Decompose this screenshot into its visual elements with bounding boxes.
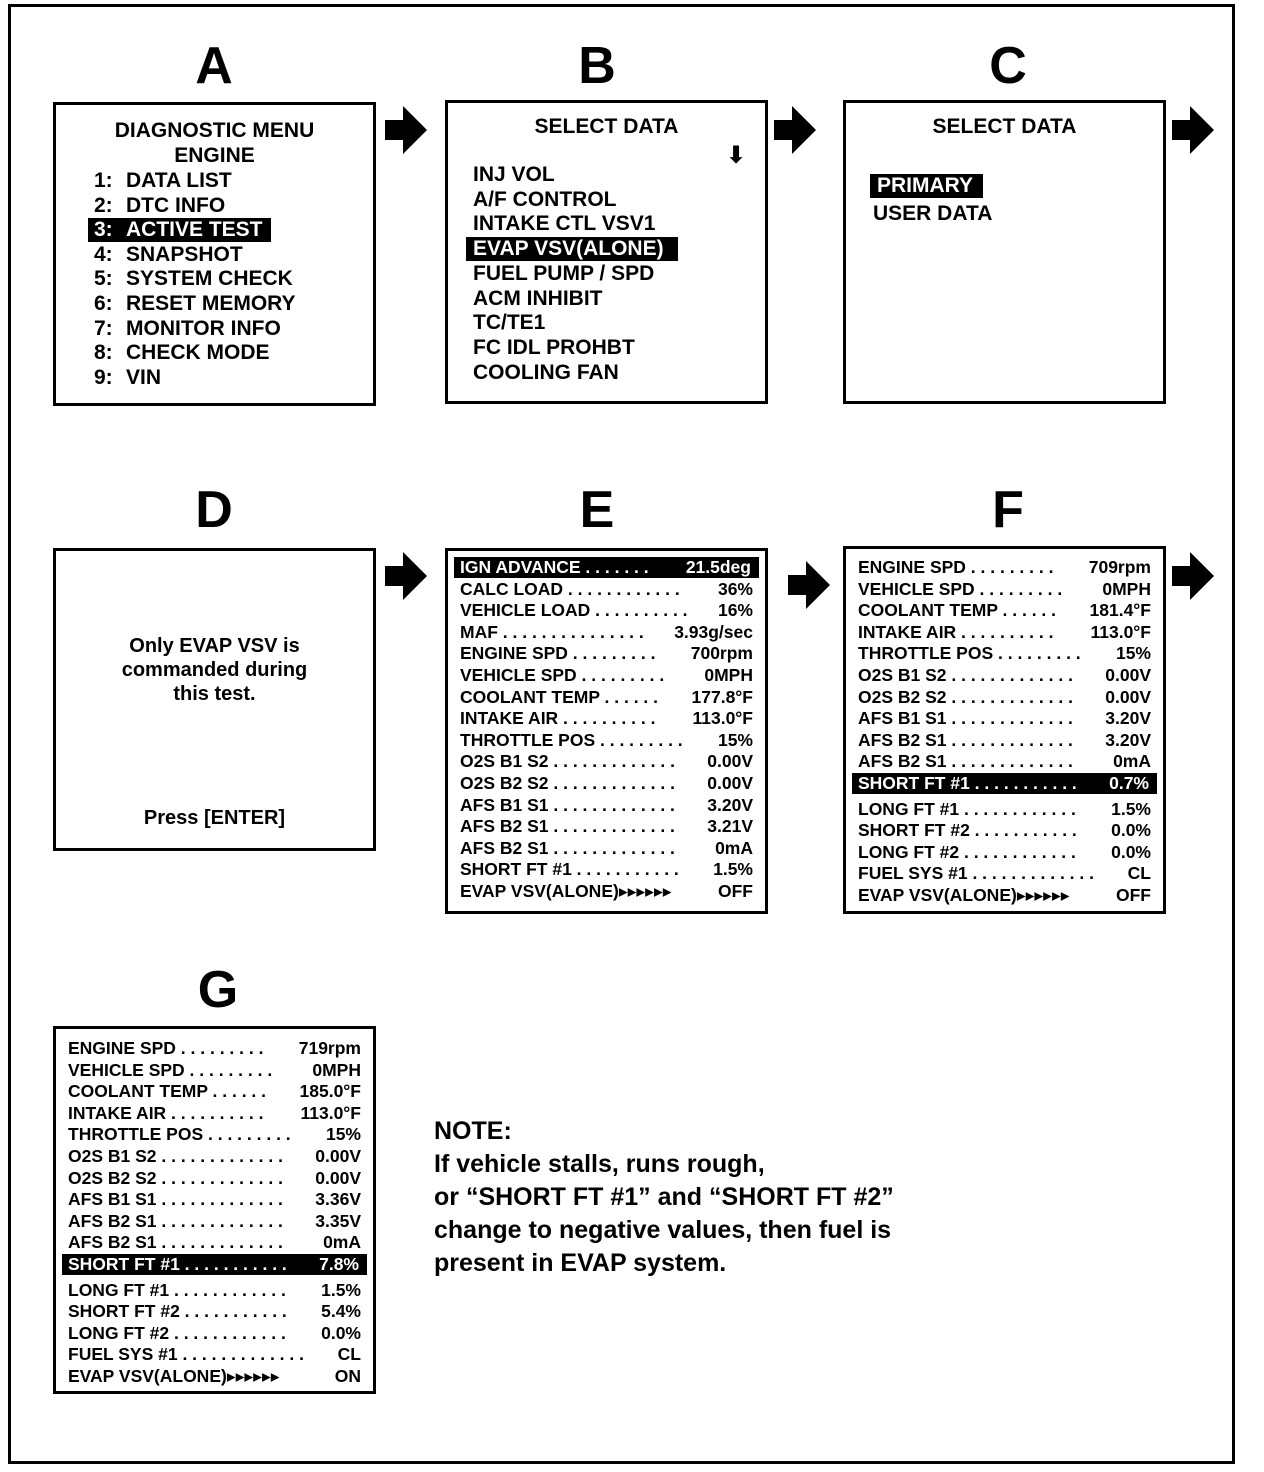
data-row-label: SHORT FT #1 . . . . . . . . . . . xyxy=(460,859,679,880)
data-row xyxy=(448,600,765,621)
data-row-value: OFF xyxy=(718,881,753,901)
menu-item-label: CHECK MODE xyxy=(126,341,270,365)
right-arrow-icon xyxy=(1172,106,1214,154)
data-row xyxy=(846,708,1163,729)
menu-item-label: VIN xyxy=(126,365,162,389)
data-row-label: EVAP VSV(ALONE)▸▸▸▸▸▸ xyxy=(858,885,1070,905)
data-row-value: OFF xyxy=(1116,885,1151,905)
data-row-value: 1.5% xyxy=(321,1279,361,1300)
data-row-label: ENGINE SPD . . . . . . . . . xyxy=(68,1038,264,1058)
data-row-value: 709rpm xyxy=(1088,557,1151,577)
data-row-value: 0.00V xyxy=(707,751,753,772)
data-row xyxy=(56,1168,373,1189)
data-row xyxy=(56,1103,373,1124)
select-item-acm-inhibit[interactable]: ACM INHIBIT xyxy=(473,286,603,310)
data-row xyxy=(56,1081,373,1102)
screen-f-data-list xyxy=(843,546,1166,914)
data-row-label: O2S B2 S2 . . . . . . . . . . . . . xyxy=(858,686,1073,707)
data-row[interactable] xyxy=(852,773,1157,794)
data-row xyxy=(846,643,1163,664)
data-row-value: 1.5% xyxy=(1111,798,1151,819)
screen-e-data-list xyxy=(445,548,768,914)
note-block xyxy=(434,1115,894,1280)
data-row-value: CL xyxy=(337,1344,361,1365)
data-row-value: 0mA xyxy=(323,1232,361,1253)
data-row-label: COOLANT TEMP . . . . . . xyxy=(858,600,1057,621)
data-row-value: 3.20V xyxy=(1105,708,1151,729)
screen-d-message xyxy=(53,548,376,851)
right-arrow-icon xyxy=(788,561,830,609)
menu-item-snapshot[interactable] xyxy=(94,243,243,267)
menu-item-check-mode[interactable] xyxy=(94,341,270,365)
data-row-label: CALC LOAD . . . . . . . . . . . . xyxy=(460,578,680,599)
right-arrow-icon xyxy=(385,552,427,600)
screen-d-message-line-1: Only EVAP VSV is xyxy=(129,635,300,657)
data-row-value: 0MPH xyxy=(1102,578,1151,599)
select-item-a-f-control[interactable]: A/F CONTROL xyxy=(473,187,617,211)
data-row xyxy=(846,842,1163,863)
select-item-evap-vsv-alone[interactable]: EVAP VSV(ALONE) xyxy=(466,237,678,261)
data-row xyxy=(56,1366,373,1387)
screen-d-message-line-3: this test. xyxy=(173,683,256,705)
data-row xyxy=(448,687,765,708)
data-row-value: 113.0°F xyxy=(300,1102,361,1123)
data-row-label: VEHICLE LOAD . . . . . . . . . . xyxy=(460,600,688,621)
panel-letter-e: E xyxy=(579,481,615,539)
data-row-label: INTAKE AIR . . . . . . . . . . xyxy=(460,708,656,729)
data-row[interactable] xyxy=(62,1254,367,1275)
data-row-label: AFS B2 S1 . . . . . . . . . . . . . xyxy=(460,816,675,837)
menu-item-label: ACTIVE TEST xyxy=(126,218,263,242)
data-row-value: 0.0% xyxy=(321,1322,361,1343)
screen-c-select-data xyxy=(843,100,1166,404)
select-item-tc-te1[interactable]: TC/TE1 xyxy=(473,311,546,335)
data-row-value: 185.0°F xyxy=(299,1081,361,1102)
right-arrow-icon xyxy=(1172,552,1214,600)
data-row xyxy=(56,1211,373,1232)
data-row-label: EVAP VSV(ALONE)▸▸▸▸▸▸ xyxy=(68,1366,280,1386)
data-row-value: 0.00V xyxy=(315,1146,361,1166)
data-row-value: 0.00V xyxy=(1105,665,1151,685)
data-row-value: 3.35V xyxy=(315,1210,361,1231)
menu-item-label: DATA LIST xyxy=(126,169,232,192)
screen-b-select-data xyxy=(445,100,768,404)
select-item-fuel-pump-spd[interactable]: FUEL PUMP / SPD xyxy=(473,261,655,285)
data-row-label: O2S B2 S2 . . . . . . . . . . . . . xyxy=(68,1167,283,1188)
data-row-value: 177.8°F xyxy=(691,686,753,707)
data-row xyxy=(56,1232,373,1253)
menu-item-number: 3: xyxy=(94,218,113,242)
panel-letter-f: F xyxy=(992,481,1024,539)
data-row xyxy=(56,1124,373,1145)
data-row xyxy=(846,730,1163,751)
data-row xyxy=(448,816,765,837)
menu-item-active-test[interactable] xyxy=(88,218,271,242)
menu-item-label: RESET MEMORY xyxy=(126,292,296,315)
data-row-label: AFS B1 S1 . . . . . . . . . . . . . xyxy=(68,1189,283,1210)
data-row xyxy=(846,579,1163,600)
note-line-1: If vehicle stalls, runs rough, xyxy=(434,1150,765,1178)
select-item-primary[interactable]: PRIMARY xyxy=(870,174,983,198)
data-row-value: 15% xyxy=(717,729,753,750)
data-row-value: 3.20V xyxy=(707,794,753,815)
data-row-label: MAF . . . . . . . . . . . . . . . xyxy=(460,621,644,642)
data-row xyxy=(448,751,765,772)
menu-item-reset-memory[interactable] xyxy=(94,292,296,316)
data-row-value: ON xyxy=(334,1366,361,1386)
data-row-label: AFS B2 S1 . . . . . . . . . . . . . xyxy=(68,1232,283,1253)
data-row xyxy=(448,773,765,794)
data-row xyxy=(56,1323,373,1344)
data-row-label: LONG FT #2 . . . . . . . . . . . . xyxy=(68,1322,286,1343)
data-row-label: EVAP VSV(ALONE)▸▸▸▸▸▸ xyxy=(460,881,672,901)
data-row-label: SHORT FT #1 . . . . . . . . . . . xyxy=(858,773,1077,793)
data-row-label: VEHICLE SPD . . . . . . . . . xyxy=(858,578,1063,599)
data-row-label: LONG FT #1 . . . . . . . . . . . . xyxy=(68,1279,286,1300)
data-row xyxy=(846,622,1163,643)
data-row-value: 1.5% xyxy=(713,859,753,880)
data-row xyxy=(846,885,1163,906)
data-row-label: LONG FT #1 . . . . . . . . . . . . xyxy=(858,798,1076,819)
data-row xyxy=(56,1038,373,1059)
data-row xyxy=(448,881,765,902)
data-row-value: 113.0°F xyxy=(1090,621,1151,642)
data-row xyxy=(448,795,765,816)
menu-item-number: 6: xyxy=(94,292,113,315)
data-row-value: 0MPH xyxy=(704,665,753,685)
panel-letter-d: D xyxy=(195,481,233,539)
data-row-label: INTAKE AIR . . . . . . . . . . xyxy=(68,1102,264,1123)
screen-b-title: SELECT DATA xyxy=(534,115,679,138)
data-row-value: 113.0°F xyxy=(692,708,753,729)
data-row-value: 0.0% xyxy=(1111,820,1151,841)
data-row-value: 181.4°F xyxy=(1089,600,1151,621)
data-row-value: 36% xyxy=(717,578,753,599)
data-row-value: 0mA xyxy=(715,837,753,858)
note-line-4: present in EVAP system. xyxy=(434,1249,727,1277)
screen-d-message-line-2: commanded during xyxy=(121,659,308,681)
scroll-down-icon[interactable]: ⬇ xyxy=(726,142,747,169)
data-row[interactable] xyxy=(454,557,759,578)
menu-item-number: 4: xyxy=(94,242,113,266)
data-row-value: 3.93g/sec xyxy=(674,621,753,642)
data-row xyxy=(56,1301,373,1322)
data-row-value: 16% xyxy=(717,600,753,621)
enter-prompt[interactable]: Press [ENTER] xyxy=(143,807,286,829)
data-row-label: THROTTLE POS . . . . . . . . . xyxy=(858,643,1081,664)
select-item-inj-vol[interactable]: INJ VOL xyxy=(473,163,555,186)
data-row xyxy=(56,1189,373,1210)
data-row xyxy=(56,1146,373,1167)
data-row xyxy=(448,838,765,859)
data-row-label: SHORT FT #1 . . . . . . . . . . . xyxy=(68,1254,287,1274)
data-row xyxy=(448,665,765,686)
data-row xyxy=(56,1344,373,1365)
data-row xyxy=(846,687,1163,708)
menu-item-number: 7: xyxy=(94,316,113,340)
screen-c-title: SELECT DATA xyxy=(932,115,1077,138)
data-row-value: 0.00V xyxy=(315,1167,361,1188)
data-row xyxy=(846,820,1163,841)
menu-item-number: 8: xyxy=(94,341,113,365)
note-line-2: or “SHORT FT #1” and “SHORT FT #2” xyxy=(434,1183,894,1211)
panel-letter-g: G xyxy=(197,961,239,1019)
data-row-value: 700rpm xyxy=(690,643,753,664)
select-item-user-data[interactable]: USER DATA xyxy=(873,202,993,225)
data-row xyxy=(448,859,765,880)
data-row-value: 0mA xyxy=(1113,751,1151,772)
data-row xyxy=(846,799,1163,820)
screen-g-data-list xyxy=(53,1026,376,1394)
data-row-label: THROTTLE POS . . . . . . . . . xyxy=(68,1124,291,1145)
data-row-value: 0MPH xyxy=(312,1059,361,1080)
data-row-label: VEHICLE SPD . . . . . . . . . xyxy=(460,665,665,685)
data-row-label: INTAKE AIR . . . . . . . . . . xyxy=(858,621,1054,642)
data-row xyxy=(846,600,1163,621)
data-row xyxy=(448,708,765,729)
data-row-value: 15% xyxy=(1115,643,1151,664)
data-row-label: ENGINE SPD . . . . . . . . . xyxy=(460,643,656,664)
note-line-3: change to negative values, then fuel is xyxy=(434,1216,892,1244)
data-row-label: AFS B2 S1 . . . . . . . . . . . . . xyxy=(460,837,675,858)
screen-a-subtitle: ENGINE xyxy=(174,144,255,167)
data-row-value: 0.0% xyxy=(1111,841,1151,862)
menu-item-number: 5: xyxy=(94,267,113,291)
data-row-label: SHORT FT #2 . . . . . . . . . . . xyxy=(858,820,1077,841)
data-row-label: O2S B1 S2 . . . . . . . . . . . . . xyxy=(68,1146,283,1166)
menu-item-dtc-info[interactable] xyxy=(94,194,225,218)
data-row-value: 3.36V xyxy=(315,1189,361,1210)
data-row-label: FUEL SYS #1 . . . . . . . . . . . . . xyxy=(68,1344,304,1365)
panel-letter-a: A xyxy=(195,37,233,95)
data-row-label: LONG FT #2 . . . . . . . . . . . . xyxy=(858,841,1076,862)
data-row-label: O2S B1 S2 . . . . . . . . . . . . . xyxy=(460,751,675,772)
data-row-label: IGN ADVANCE . . . . . . . xyxy=(460,557,649,577)
data-row-label: THROTTLE POS . . . . . . . . . xyxy=(460,729,683,750)
menu-item-label: MONITOR INFO xyxy=(126,316,281,340)
select-item-intake-ctl-vsv1[interactable]: INTAKE CTL VSV1 xyxy=(473,212,656,236)
data-row-label: AFS B2 S1 . . . . . . . . . . . . . xyxy=(858,751,1073,772)
right-arrow-icon xyxy=(774,106,816,154)
data-row-value: 0.00V xyxy=(1105,686,1151,707)
data-row xyxy=(448,643,765,664)
data-row-value: 0.00V xyxy=(707,773,753,793)
screen-a-diagnostic-menu xyxy=(53,102,376,406)
data-row xyxy=(846,863,1163,884)
data-row-value: 15% xyxy=(325,1124,361,1145)
menu-item-label: SYSTEM CHECK xyxy=(126,267,293,291)
data-row xyxy=(448,622,765,643)
data-row-value: 3.20V xyxy=(1105,729,1151,750)
menu-item-data-list[interactable] xyxy=(94,169,232,193)
data-row-value: 719rpm xyxy=(298,1038,361,1058)
data-row xyxy=(846,557,1163,578)
data-row-label: COOLANT TEMP . . . . . . xyxy=(460,686,659,707)
select-item-fc-idl-prohbt[interactable]: FC IDL PROHBT xyxy=(473,335,635,359)
data-row-label: SHORT FT #2 . . . . . . . . . . . xyxy=(68,1301,287,1322)
note-heading: NOTE: xyxy=(434,1117,512,1145)
data-row-label: AFS B2 S1 . . . . . . . . . . . . . xyxy=(858,729,1073,750)
screen-a-title: DIAGNOSTIC MENU xyxy=(114,119,315,142)
data-row xyxy=(56,1060,373,1081)
data-row-label: FUEL SYS #1 . . . . . . . . . . . . . xyxy=(858,863,1094,884)
data-row-label: VEHICLE SPD . . . . . . . . . xyxy=(68,1059,273,1080)
menu-item-number: 9: xyxy=(94,365,113,389)
data-row-label: O2S B2 S2 . . . . . . . . . . . . . xyxy=(460,773,675,793)
select-item-cooling-fan[interactable]: COOLING FAN xyxy=(473,360,619,384)
data-row-value: 3.21V xyxy=(707,816,753,837)
data-row xyxy=(846,751,1163,772)
data-row-value: CL xyxy=(1127,863,1151,884)
menu-item-label: DTC INFO xyxy=(126,193,226,217)
menu-item-monitor-info[interactable] xyxy=(94,317,281,341)
data-row-value: 5.4% xyxy=(321,1301,361,1322)
menu-item-system-check[interactable] xyxy=(94,267,293,291)
data-row-label: AFS B2 S1 . . . . . . . . . . . . . xyxy=(68,1210,283,1231)
data-row-label: AFS B1 S1 . . . . . . . . . . . . . xyxy=(858,708,1073,729)
data-row xyxy=(56,1280,373,1301)
data-row-label: O2S B1 S2 . . . . . . . . . . . . . xyxy=(858,665,1073,685)
data-row xyxy=(448,730,765,751)
panel-letter-c: C xyxy=(989,37,1027,95)
data-row-label: COOLANT TEMP . . . . . . xyxy=(68,1081,267,1102)
menu-item-number: 1: xyxy=(94,169,113,192)
data-row xyxy=(846,665,1163,686)
data-row-label: ENGINE SPD . . . . . . . . . xyxy=(858,557,1054,577)
data-row-value: 21.5deg xyxy=(685,557,751,577)
data-row xyxy=(448,579,765,600)
data-row-value: 7.8% xyxy=(319,1254,359,1274)
data-row-value: 0.7% xyxy=(1109,773,1149,793)
menu-item-label: SNAPSHOT xyxy=(126,242,243,266)
data-row-label: AFS B1 S1 . . . . . . . . . . . . . xyxy=(460,794,675,815)
panel-letter-b: B xyxy=(578,37,616,95)
right-arrow-icon xyxy=(385,106,427,154)
menu-item-vin[interactable] xyxy=(94,366,161,390)
menu-item-number: 2: xyxy=(94,193,113,217)
